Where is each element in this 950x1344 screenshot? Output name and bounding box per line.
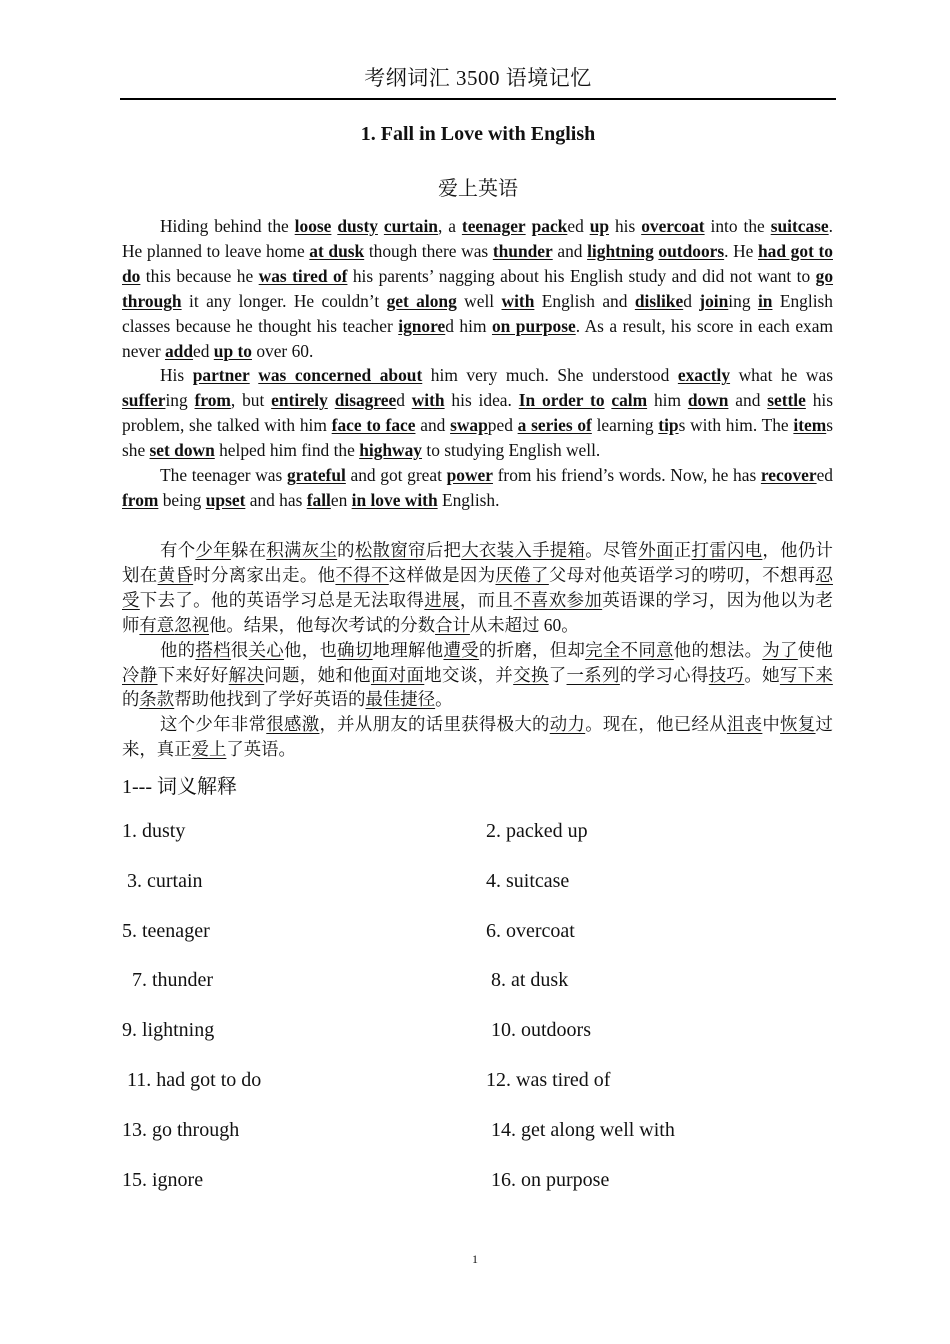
vocab-item: 8. at dusk [486, 969, 569, 992]
underlined-term: 动力 [549, 714, 586, 735]
vocab-item: 1. dusty [122, 820, 186, 842]
underlined-term: 一系列 [566, 664, 620, 685]
underlined-term: 忽视 [174, 614, 209, 635]
vocab-row [122, 920, 833, 970]
underlined-term: 条款 [139, 689, 175, 710]
vocab-term: settle [767, 390, 806, 411]
underlined-term: 手提箱 [532, 540, 586, 560]
underlined-term: 为了 [762, 639, 798, 660]
underlined-term: 有意 [139, 614, 175, 635]
page-header: 考纲词汇 3500 语境记忆 [364, 66, 592, 90]
vocab-term: add [164, 340, 194, 361]
underlined-term: 最佳捷径 [365, 689, 436, 710]
vocab-row [122, 1019, 833, 1069]
english-paragraph-1: Hiding behind the loose dusty curtain, a teenager packed up his overcoat into the suitcase. He planned to leave home at dusk though there was thunder and lightning outdoors. He had got to do this because he was tired of his parents’ nagging about his English study and did not want to go through it any longer. He couldn’t get along well with English and disliked joining in English classes because he thought his teacher ignored him on purpose. As a result, his score in each exam never added up to over 60. [122, 216, 834, 361]
vocab-term: up [589, 216, 610, 236]
vocab-term: loose [294, 216, 332, 236]
underlined-term: 进展 [424, 589, 460, 610]
vocab-item: 12. was tired of [486, 1068, 611, 1091]
vocab-term: a series of [517, 415, 592, 436]
underlined-term: 搭档 [195, 639, 231, 660]
underlined-term: 面对面 [370, 664, 425, 685]
underlined-term: 解决 [228, 664, 265, 685]
underlined-term: 闪电 [726, 540, 763, 560]
vocab-term: curtain [383, 216, 438, 236]
vocab-row [122, 870, 833, 920]
vocab-term: on purpose [491, 315, 576, 336]
vocab-term: disagree [334, 390, 397, 411]
vocab-item: 16. on purpose [486, 1168, 610, 1191]
vocab-term: outdoors [658, 240, 725, 261]
underlined-term: 合计 [435, 614, 470, 635]
underlined-term: 关心 [248, 639, 285, 660]
vocab-term: up to [213, 340, 252, 361]
underlined-term: 爱上 [191, 739, 227, 760]
vocab-term: with [411, 390, 445, 411]
underlined-term: 松散 [354, 540, 391, 560]
vocab-item: 4. suitcase [486, 869, 570, 892]
vocab-term: dislike [634, 290, 684, 311]
underlined-term: 厌倦了 [495, 564, 549, 585]
vocab-term: exactly [677, 365, 731, 386]
vocab-item: 7. thunder [122, 969, 214, 992]
vocab-section-title: 1--- 词义解释 [122, 776, 237, 798]
underlined-term: 写下来 [779, 664, 833, 685]
vocab-term: item [793, 415, 827, 436]
vocab-term: was tired of [258, 265, 348, 286]
underlined-term: 交换 [513, 664, 549, 685]
vocab-term: dusty [337, 216, 378, 236]
vocab-term: face to face [331, 415, 416, 436]
lesson-title: 1. Fall in Love with English [360, 123, 596, 145]
underlined-term: 外面 [638, 540, 674, 560]
vocab-term: from [122, 489, 159, 510]
vocab-term: power [446, 465, 493, 486]
underlined-term: 确切 [337, 639, 373, 660]
vocab-row [122, 820, 833, 870]
vocab-list [122, 820, 833, 1218]
underlined-term: 沮丧 [726, 714, 763, 735]
vocab-term: go through [122, 265, 834, 311]
header-divider [120, 98, 836, 100]
english-paragraph-3: The teenager was grateful and got great power from his friend’s words. Now, he has recovered from being upset and has fallen in love with English. [122, 465, 833, 510]
underlined-term: 积满灰尘 [266, 540, 338, 560]
vocab-row [122, 1169, 833, 1219]
vocab-term: upset [205, 489, 246, 510]
underlined-term: 不同意 [620, 639, 674, 660]
chinese-paragraph-2: 他的搭档很关心他，也确切地理解他遭受的折磨，但却完全不同意他的想法。为了使他冷静下来好好解决问题，她和他面对面地交谈，并交换了一系列的学习心得技巧。她写下来的条款帮助他找到了学好英语的最佳捷径。 [122, 639, 833, 710]
vocab-item: 11. had got to do [122, 1068, 262, 1091]
underlined-term: 忍受 [122, 564, 833, 610]
vocab-term: In order to [518, 390, 605, 411]
vocab-term: thunder [492, 240, 553, 261]
vocab-term: join [699, 290, 729, 311]
vocab-term: grateful [286, 465, 346, 486]
vocab-term: get along [386, 290, 457, 311]
underlined-term: 完全 [585, 639, 621, 660]
vocab-item: 2. packed up [486, 820, 588, 842]
vocab-term: partner [192, 365, 250, 386]
vocab-term: calm [611, 390, 648, 411]
underlined-term: 窗帘 [390, 540, 426, 560]
vocab-term: suitcase [770, 216, 829, 236]
underlined-term: 参加 [566, 589, 603, 610]
underlined-term: 黄昏 [157, 564, 194, 585]
english-paragraph-2: His partner was concerned about him very much. She understood exactly what he was suffering from, but entirely disagreed with his idea. In order to calm him down and settle his problem, she talked with him face to face and swapped a series of learning tips with him. The items she set down helped him find the highway to studying English well. [122, 365, 833, 461]
vocab-row [122, 969, 833, 1019]
vocab-term: suffer [122, 390, 166, 411]
vocab-term: with [501, 290, 535, 311]
english-passage [122, 214, 833, 513]
vocab-term: at dusk [309, 240, 365, 261]
vocab-item: 5. teenager [122, 919, 210, 942]
underlined-term: 少年 [195, 540, 231, 560]
underlined-term: 打雷 [691, 540, 727, 560]
underlined-term: 装入 [496, 540, 533, 560]
vocab-item: 13. go through [122, 1118, 240, 1141]
vocab-term: set down [149, 440, 215, 461]
chinese-paragraph-1: 有个少年躲在积满灰尘的松散窗帘后把大衣装入手提箱。尽管外面正打雷闪电，他仍计划在黄昏时分离家出走。他不得不这样做是因为厌倦了父母对他英语学习的唠叨，不想再忍受下去了。他的英语学习总是无法取得进展，而且不喜欢参加英语课的学习，因为他以为老师有意忽视他。结果，他每次考试的分数合计从未超过 60。 [122, 540, 833, 635]
underlined-term: 恢复 [780, 714, 816, 735]
underlined-term: 大衣 [461, 540, 497, 560]
vocab-term: down [687, 390, 729, 411]
chinese-passage [122, 538, 833, 762]
vocab-item: 10. outdoors [486, 1019, 591, 1042]
vocab-term: in love with [351, 489, 438, 510]
underlined-term: 不得不 [335, 564, 389, 585]
lesson-subtitle: 爱上英语 [438, 178, 518, 200]
vocab-term: from [194, 390, 231, 411]
underlined-term: 遭受 [443, 639, 479, 660]
vocab-term: overcoat [641, 216, 705, 236]
underlined-term: 不喜欢 [513, 589, 567, 610]
vocab-term: swap [450, 415, 488, 436]
underlined-term: 很感激 [266, 714, 320, 735]
vocab-term: lightning [587, 240, 654, 261]
vocab-term: in [757, 290, 773, 311]
vocab-term: pack [531, 216, 568, 236]
vocab-term: was concerned about [258, 365, 423, 386]
vocab-term: tip [658, 415, 679, 436]
vocab-item: 9. lightning [122, 1019, 215, 1042]
page-number: 1 [472, 1252, 478, 1266]
vocab-term: recover [760, 465, 817, 486]
vocab-term: teenager [461, 216, 526, 236]
chinese-paragraph-3: 这个少年非常很感激，并从朋友的话里获得极大的动力。现在，他已经从沮丧中恢复过来，真正爱上了英语。 [122, 714, 833, 760]
vocab-item: 3. curtain [122, 869, 203, 892]
vocab-item: 15. ignore [122, 1168, 204, 1191]
vocab-item: 6. overcoat [486, 919, 575, 942]
vocab-row [122, 1069, 833, 1119]
underlined-term: 冷静 [122, 664, 158, 685]
vocab-term: ignore [398, 315, 446, 336]
vocab-term: entirely [271, 390, 328, 411]
vocab-item: 14. get along well with [486, 1118, 675, 1141]
underlined-term: 技巧 [708, 664, 745, 685]
vocab-term: had got to do [122, 240, 833, 286]
vocab-term: fall [306, 489, 331, 510]
vocab-term: highway [359, 440, 423, 461]
vocab-row [122, 1119, 833, 1169]
